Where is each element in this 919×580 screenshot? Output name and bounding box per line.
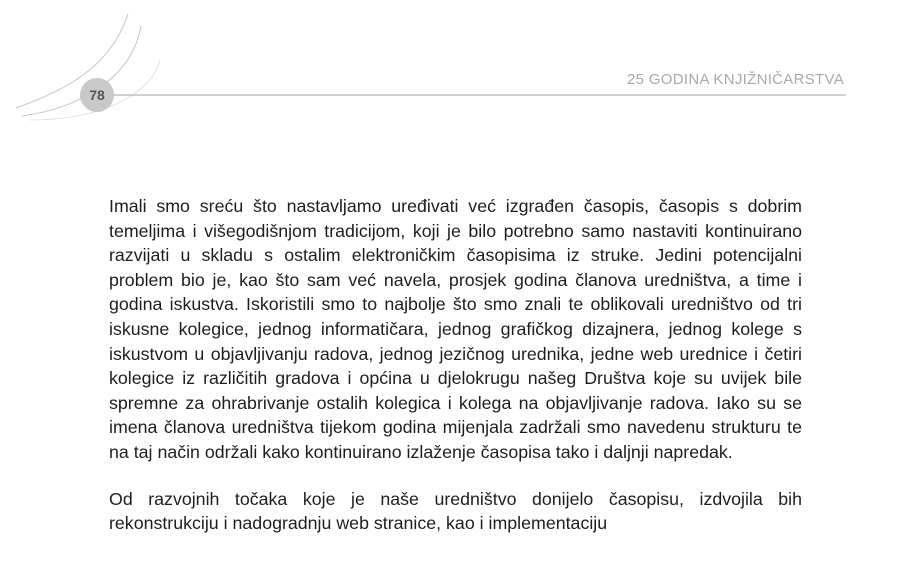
paragraph: Imali smo sreću što nastavljamo uređivati već izgrađen časopis, časopis s dobrim temeljima i višegodišnjom tradicijom, koji je bilo potrebno samo nastaviti kontinuirano razvijati u skladu s ostalim elektroničkim časopisima iz struke. Jedini potencijalni problem bio je, kao što sam već navela, prosjek godina članova uredništva, a time i godina iskustva. Iskoristili smo to najbolje što smo znali te oblikovali uredništvo od tri iskusne kolegice, jednog informatičara, jednog grafičkog dizajnera, jednog kolege s iskustvom u objavljivanju radova, jednog jezičnog urednika, jedne web urednice i četiri kolegice iz različitih gradova i općina u djelokrugu našeg Društva koje su uvijek bile spremne za ohrabrivanje ostalih kolegica i kolega na objavljivanje radova. Iako su se imena članova uredništva tijekom godina mijenjala zadržali smo navedenu strukturu te na taj način održali kako kontinuirano izlaženje časopisa tako i daljnji napredak.: [109, 196, 802, 462]
page-number-badge: 78: [80, 78, 114, 112]
running-title: 25 GODINA KNJIŽNIČARSTVA: [627, 71, 844, 88]
paragraph: Od razvojnih točaka koje je naše uredništvo donijelo časopisu, izdvojila bih rekonstrukciju i nadogradnju web stranice, kao i implementaciju: [109, 488, 802, 534]
header-decoration: [0, 0, 919, 130]
body-text: [109, 194, 802, 558]
